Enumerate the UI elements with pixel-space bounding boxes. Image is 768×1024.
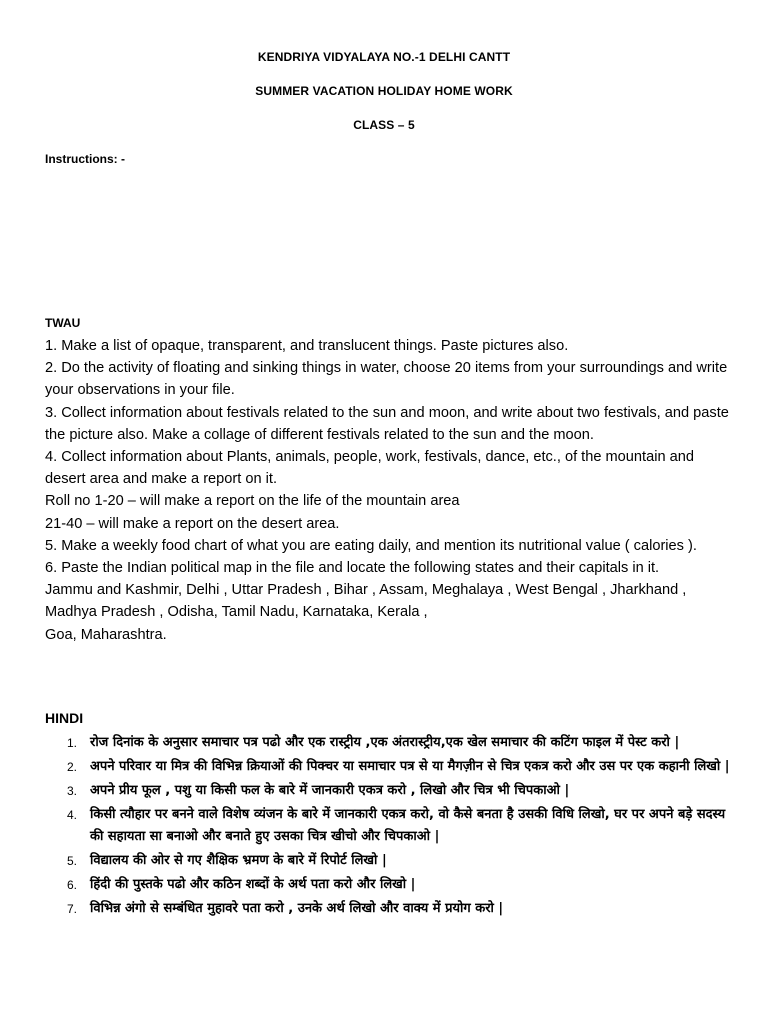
list-text: विभिन्न अंगो से सम्बंधित मुहावरे पता करो , उनके अर्थ लिखो और वाक्य में प्रयोग करो | (90, 901, 504, 916)
list-text: रोज दिनांक के अनुसार समाचार पत्र पढो और एक रास्ट्रीय ,एक अंतरास्ट्रीय,एक खेल समाचार की कटिंग फाइल में पेस्ट करो | (90, 735, 680, 750)
list-number: 1. (67, 736, 78, 750)
twau-line: 21-40 – will make a report on the desert area. (45, 515, 340, 532)
list-text: अपने परिवार या मित्र की विभिन्न क्रियाओं की पिक्चर या समाचार पत्र से या मैगज़ीन से चित्र एकत्र करो और उस पर एक कहानी लिखो | (90, 759, 730, 774)
list-number: 5. (67, 854, 78, 868)
list-number: 7. (67, 902, 78, 916)
list-item (45, 804, 735, 848)
list-item (45, 898, 735, 920)
twau-line: Goa, Maharashtra. (45, 626, 167, 643)
twau-line: 4. Collect information about Plants, animals, people, work, festivals, dance, etc., of the mountain and desert area and make a report on it. (45, 449, 694, 488)
instructions-label: Instructions: - (45, 152, 125, 166)
twau-heading: TWAU (45, 316, 81, 330)
list-item (45, 850, 735, 872)
list-item (45, 756, 735, 778)
list-number: 4. (67, 808, 78, 822)
twau-line: 2. Do the activity of floating and sinking things in water, choose 20 items from your surroundings and write your observations in your file. (45, 360, 728, 399)
list-number: 2. (67, 760, 78, 774)
class-label: CLASS – 5 (353, 118, 415, 132)
hindi-heading: HINDI (45, 710, 84, 726)
list-item (45, 874, 735, 896)
hindi-list (45, 732, 735, 922)
twau-line: 5. Make a weekly food chart of what you are eating daily, and mention its nutritional value ( calories ). (45, 537, 697, 554)
list-text: अपने प्रीय फूल , पशु या किसी फल के बारे में जानकारी एकत्र करो , लिखो और चित्र भी चिपकाओ | (90, 783, 570, 798)
twau-line: Roll no 1-20 – will make a report on the life of the mountain area (45, 493, 460, 510)
document-title: SUMMER VACATION HOLIDAY HOME WORK (255, 84, 513, 98)
list-item (45, 732, 735, 754)
school-name: KENDRIYA VIDYALAYA NO.-1 DELHI CANTT (257, 50, 511, 64)
list-text: विद्यालय की ओर से गए शैक्षिक भ्रमण के बारे में रिपोर्ट लिखो | (90, 853, 387, 868)
twau-line: 3. Collect information about festivals related to the sun and moon, and write about two festivals, and paste the picture also. Make a collage of different festivals related to the sun and the moon. (45, 404, 729, 443)
twau-line: Jammu and Kashmir, Delhi , Uttar Pradesh , Bihar , Assam, Meghalaya , West Bengal , Jharkhand , Madhya Pradesh , Odisha, Tamil Nadu, Karnataka, Kerala , (45, 582, 687, 621)
list-text: हिंदी की पुस्तके पढो और कठिन शब्दों के अर्थ पता करो और लिखो | (90, 877, 416, 892)
list-number: 6. (67, 878, 78, 892)
twau-section (45, 335, 735, 646)
twau-line: 1. Make a list of opaque, transparent, and translucent things. Paste pictures also. (45, 338, 569, 354)
list-text: किसी त्यौहार पर बनने वाले विशेष व्यंजन के बारे में जानकारी एकत्र करो, वो कैसे बनता है उसकी विधि लिखो, घर पर अपने बड़े सदस्य की सहायता सा बनाओ और बनाते हुए उसका चित्र खीचो और चिपकाओ | (90, 807, 726, 844)
list-item (45, 780, 735, 802)
twau-line: 6. Paste the Indian political map in the file and locate the following states and their capitals in it. (45, 560, 660, 577)
list-number: 3. (67, 784, 78, 798)
